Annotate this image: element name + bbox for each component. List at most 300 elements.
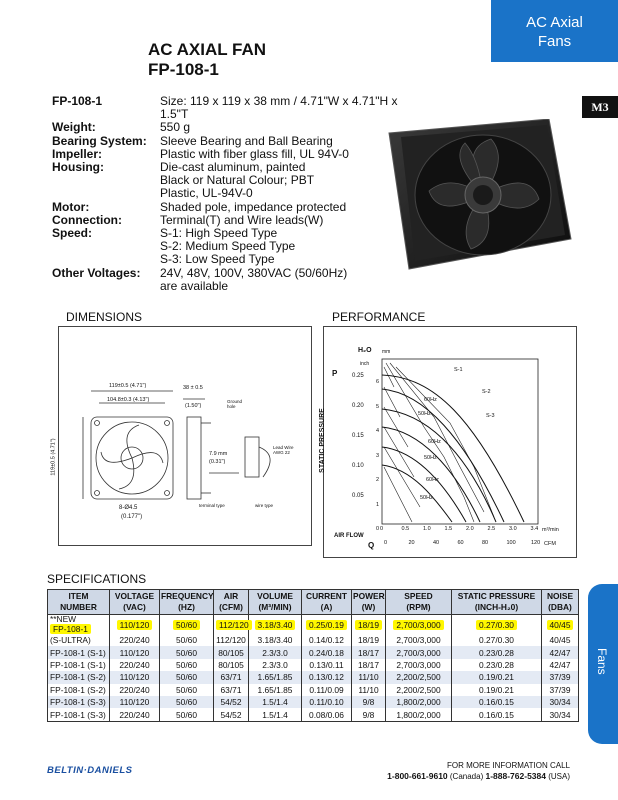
perf-p-label: P: [332, 369, 338, 378]
table-cell: [110, 696, 160, 708]
table-cell: [386, 684, 452, 696]
table-cell: [160, 684, 214, 696]
cell-value: 50/60: [176, 659, 197, 670]
column-header: [110, 590, 160, 615]
item-number-cell: [48, 659, 110, 671]
table-cell: [542, 708, 579, 721]
spec-row: [52, 121, 400, 134]
spec-value: S-3: Low Speed Type: [160, 252, 275, 267]
tick-label: 20: [408, 540, 415, 546]
spec-value: Sleeve Bearing and Ball Bearing: [160, 133, 333, 148]
table-cell: [452, 646, 542, 658]
column-header-line: CURRENT: [306, 591, 347, 601]
spec-label: [52, 240, 160, 253]
cell-value: 220/240: [119, 684, 150, 695]
dim-hole: 8-Ø4.5: [119, 505, 138, 511]
cell-value: 1.5/1.4: [262, 697, 288, 708]
cell-value: 1.65/1.85: [257, 684, 293, 695]
spec-label: Motor:: [52, 199, 90, 214]
table-cell: [110, 634, 160, 646]
spec-value: 550 g: [160, 120, 191, 135]
spec-label: Impeller:: [52, 146, 103, 161]
column-header-line: FREQUENCY: [161, 591, 214, 601]
tick-label: 0.05: [352, 493, 364, 499]
cell-value: 50/60: [176, 709, 197, 720]
cell-value: 40/45: [549, 635, 571, 646]
perf-cfm-label: CFM: [544, 541, 556, 547]
cell-value: 54/52: [220, 697, 242, 708]
spec-list: [52, 95, 400, 293]
tick-label: 2.5: [487, 526, 496, 532]
cell-value: 18/17: [358, 659, 379, 670]
cell-value: 0.11/0.09: [309, 684, 344, 695]
cell-value: 80/105: [218, 659, 244, 670]
cell-value: 0.23/0.28: [479, 647, 514, 658]
table-row: [48, 646, 579, 658]
section-code-badge: M3: [582, 96, 618, 118]
tick-label: 3.4: [530, 526, 539, 532]
cell-value: 1,800/2,000: [396, 709, 441, 720]
spec-value: Size: 119 x 119 x 38 mm / 4.71"W x 4.71"H x 1.5"T: [160, 94, 398, 122]
dimensions-diagram: [50, 326, 312, 546]
tick-label: 2.0: [466, 526, 474, 532]
column-header-line: (HZ): [178, 602, 195, 612]
column-header-line: (RPM): [406, 602, 431, 612]
cell-value: 220/240: [119, 635, 150, 646]
cell-value: 9/8: [362, 697, 375, 708]
cell-value: 40/45: [547, 620, 574, 630]
cell-value: 112/120: [216, 620, 252, 630]
cell-value: 0.27/0.30: [479, 635, 514, 646]
cell-value: 0.13/0.12: [309, 672, 344, 683]
tick-label: 3: [376, 452, 380, 459]
dim-hole-in: (0.177"): [121, 514, 143, 520]
spec-row: [52, 280, 400, 293]
table-cell: [110, 659, 160, 671]
item-number: FP-108-1 (S-3): [50, 709, 106, 720]
cell-value: 0.23/0.28: [479, 659, 514, 670]
table-cell: [352, 696, 386, 708]
table-cell: [542, 696, 579, 708]
cell-value: 0.24/0.18: [309, 647, 344, 658]
table-cell: [386, 646, 452, 658]
cell-value: 2,200/2,500: [396, 672, 441, 683]
cell-value: 0.08/0.06: [309, 709, 344, 720]
cell-value: 0.19/0.21: [479, 684, 514, 695]
table-cell: [214, 708, 249, 721]
cell-value: 18/19: [358, 635, 379, 646]
table-cell: [386, 659, 452, 671]
spec-row: [52, 95, 400, 121]
tick-label: 0.25: [352, 373, 364, 379]
dim-wire-note: wire type: [255, 503, 274, 508]
table-cell: [214, 671, 249, 683]
cell-value: 50/60: [173, 620, 200, 630]
table-cell: [386, 634, 452, 646]
spec-label: Speed:: [52, 226, 93, 241]
cell-value: 0.16/0.15: [479, 697, 514, 708]
column-header-line: (W): [361, 602, 376, 612]
cell-value: 9/8: [362, 709, 375, 720]
curve-label-hz60: 60Hz: [424, 397, 437, 403]
spec-value: Black or Natural Colour; PBT: [160, 173, 315, 188]
cell-value: 18/19: [355, 620, 382, 630]
cell-value: 110/120: [119, 697, 150, 708]
column-header-line: (INCH-H₂0): [474, 602, 519, 612]
curve-label-hz50: 50Hz: [420, 495, 433, 501]
table-cell: [214, 659, 249, 671]
table-row: [48, 659, 579, 671]
tick-label: 0: [376, 526, 380, 532]
item-number-cell: [48, 615, 110, 635]
column-header-line: VOLUME: [257, 591, 293, 601]
column-header: [386, 590, 452, 615]
spec-label: Other Voltages:: [52, 265, 141, 280]
table-cell: [249, 708, 302, 721]
table-cell: [214, 634, 249, 646]
side-tab: [588, 584, 618, 744]
table-cell: [542, 634, 579, 646]
dim-depth-in: (1.50"): [185, 403, 202, 409]
title-line2: FP-108-1: [148, 60, 219, 79]
phone-canada: 1-800-661-9610: [387, 771, 448, 781]
table-cell: [352, 671, 386, 683]
spec-label: Weight:: [52, 120, 96, 135]
curve-label-name: S-3: [486, 413, 495, 419]
new-marker: **NEW: [50, 614, 77, 624]
table-cell: [160, 708, 214, 721]
item-number-cell: [48, 671, 110, 683]
table-body: [48, 615, 579, 722]
item-number: FP-108-1 (S-2): [50, 672, 106, 683]
spec-label: Connection:: [52, 212, 122, 227]
item-number-cell: [48, 708, 110, 721]
spec-value: are available: [160, 278, 229, 293]
cell-value: 63/71: [220, 684, 242, 695]
phone-canada-label: (Canada): [449, 772, 484, 781]
cell-value: 0.16/0.15: [479, 709, 514, 720]
table-cell: [302, 708, 352, 721]
spec-row: [52, 135, 400, 148]
cell-value: 63/71: [220, 672, 242, 683]
cell-value: 220/240: [119, 709, 150, 720]
column-header-line: NUMBER: [60, 602, 97, 612]
cell-value: 50/60: [176, 684, 197, 695]
perf-inch-label: inch: [360, 361, 370, 367]
table-cell: [452, 659, 542, 671]
table-cell: [214, 615, 249, 635]
cell-value: 112/120: [216, 635, 246, 646]
tick-label: 4: [376, 428, 380, 434]
tick-label: 0.15: [352, 433, 364, 439]
table-cell: [110, 671, 160, 683]
column-header-line: STATIC PRESSURE: [457, 591, 536, 601]
cell-value: 2.3/3.0: [262, 647, 288, 658]
dimensions-drawing: [59, 327, 311, 545]
curve-label-hz50: 50Hz: [424, 455, 437, 461]
column-header: [214, 590, 249, 615]
dim-ground: Ground hole: [227, 399, 243, 409]
tick-label: 1: [376, 501, 380, 508]
cell-value: 1,800/2,000: [396, 697, 441, 708]
table-cell: [452, 696, 542, 708]
table-cell: [160, 634, 214, 646]
cell-value: 2,700/3,000: [396, 659, 441, 670]
cell-value: 42/47: [549, 659, 571, 670]
table-cell: [452, 634, 542, 646]
table-cell: [214, 646, 249, 658]
item-number-cell: [48, 684, 110, 696]
curve-label-hz60: 60Hz: [426, 477, 439, 483]
performance-heading: PERFORMANCE: [332, 310, 426, 324]
cell-value: 54/52: [220, 709, 242, 720]
table-cell: [302, 615, 352, 635]
table-cell: [160, 659, 214, 671]
column-header-line: SPEED: [404, 591, 433, 601]
column-header: [542, 590, 579, 615]
spec-value: Shaded pole, impedance protected: [160, 199, 347, 214]
perf-mm-label: mm: [382, 349, 391, 355]
column-header: [160, 590, 214, 615]
tick-label: 0.5: [401, 526, 410, 532]
spec-row: [52, 201, 400, 214]
cell-value: 37/39: [549, 672, 571, 683]
table-cell: [386, 708, 452, 721]
table-cell: [249, 659, 302, 671]
column-header: [452, 590, 542, 615]
table-cell: [386, 671, 452, 683]
item-number-cell: [48, 634, 110, 646]
tick-label: 40: [433, 540, 440, 546]
table-header-row: [48, 590, 579, 615]
item-number-cell: [48, 646, 110, 658]
table-cell: [452, 615, 542, 635]
table-cell: [110, 646, 160, 658]
table-cell: [160, 696, 214, 708]
table-cell: [352, 659, 386, 671]
table-cell: [302, 646, 352, 658]
cell-value: 0.19/0.21: [479, 672, 514, 683]
dim-depth: 38 ± 0.5: [183, 385, 203, 391]
category-tab-line2: Fans: [537, 33, 572, 50]
spec-label: FP-108-1: [52, 94, 103, 108]
cell-value: 3.18/3.40: [255, 620, 296, 630]
tick-label: 2: [376, 477, 380, 483]
column-header-line: (DBA): [548, 602, 572, 612]
column-header-line: VOLTAGE: [114, 591, 155, 601]
dim-width-outer: 119±0.5 (4.71"): [109, 383, 147, 389]
performance-chart: [318, 326, 577, 558]
column-header-line: ITEM: [68, 591, 89, 601]
company-logo: BELTIN·DANIELS: [47, 765, 133, 776]
table-cell: [249, 634, 302, 646]
table-cell: [352, 684, 386, 696]
tick-label: 60: [457, 540, 464, 546]
table-cell: [542, 659, 579, 671]
cell-value: 0.27/0.30: [476, 620, 517, 630]
table-cell: [452, 708, 542, 721]
curve-label-hz50: 50Hz: [418, 411, 431, 417]
table-cell: [352, 646, 386, 658]
table-cell: [542, 615, 579, 635]
table-cell: [302, 659, 352, 671]
column-header-line: POWER: [353, 591, 385, 601]
specifications-heading: SPECIFICATIONS: [47, 572, 147, 586]
table-cell: [452, 684, 542, 696]
dim-terminal-note: terminal type: [199, 503, 225, 508]
tick-label: 0: [384, 540, 388, 546]
tick-label: 100: [506, 540, 516, 546]
table-cell: [542, 684, 579, 696]
dimensions-heading: DIMENSIONS: [66, 310, 143, 324]
dim-lead: Lead Wire AWG 22: [273, 445, 294, 455]
tick-label: 0: [380, 526, 384, 532]
cell-value: 3.18/3.40: [257, 635, 293, 646]
tick-label: 120: [531, 540, 541, 546]
spec-value: Plastic with fiber glass fill, UL 94V-0: [160, 146, 349, 161]
table-row: [48, 634, 579, 646]
table-cell: [249, 646, 302, 658]
cell-value: 11/10: [358, 672, 379, 683]
cell-value: 220/240: [119, 659, 150, 670]
table-cell: [110, 615, 160, 635]
table-row: [48, 671, 579, 683]
tick-label: 3.0: [509, 526, 517, 532]
contact-info: [387, 760, 570, 782]
item-number: FP-108-1 (S-1): [50, 647, 106, 658]
cell-value: 11/10: [358, 684, 379, 695]
table-cell: [302, 671, 352, 683]
spec-row: [52, 267, 400, 280]
cell-value: 110/120: [119, 672, 150, 683]
cell-value: 18/17: [358, 647, 379, 658]
phone-usa-label: (USA): [548, 772, 570, 781]
table-cell: [249, 684, 302, 696]
cell-value: 50/60: [176, 697, 197, 708]
table-cell: [110, 684, 160, 696]
column-header-line: AIR: [223, 591, 239, 601]
item-number: FP-108-1 (S-3): [50, 697, 106, 708]
perf-m3min-label: m³/min: [542, 527, 559, 533]
item-number: (S-ULTRA): [50, 635, 91, 646]
perf-q-label: Q: [368, 541, 375, 550]
cell-value: 1.5/1.4: [262, 709, 288, 720]
table-cell: [386, 615, 452, 635]
tick-label: 5: [376, 403, 380, 410]
tick-label: 1.0: [423, 526, 431, 532]
column-header-line: (VAC): [123, 602, 146, 612]
table-cell: [352, 634, 386, 646]
title-line1: AC AXIAL FAN: [148, 40, 267, 59]
spec-label: [52, 280, 160, 293]
cell-value: 0.13/0.11: [309, 659, 344, 670]
table-cell: [249, 615, 302, 635]
cell-value: 2,700/3,000: [393, 620, 443, 630]
spec-label: Housing:: [52, 160, 104, 175]
dim-width-inner: 104.8±0.3 (4.13"): [107, 397, 150, 403]
column-header: [249, 590, 302, 615]
page-title: [148, 40, 266, 80]
spec-value: S-1: High Speed Type: [160, 226, 278, 241]
column-header: [48, 590, 110, 615]
cell-value: 37/39: [549, 684, 571, 695]
table-cell: [352, 615, 386, 635]
tick-label: 0.20: [352, 403, 364, 409]
table-cell: [214, 684, 249, 696]
tick-label: 80: [482, 540, 489, 546]
perf-ylabel: STATIC PRESSURE: [318, 408, 326, 473]
table-cell: [542, 646, 579, 658]
table-row: [48, 684, 579, 696]
table-cell: [302, 684, 352, 696]
cell-value: 2,700/3,000: [396, 635, 441, 646]
column-header-line: NOISE: [546, 591, 574, 601]
spec-label: Bearing System:: [52, 133, 147, 148]
column-header: [302, 590, 352, 615]
cell-value: 110/120: [117, 620, 153, 630]
item-number: FP-108-1 (S-1): [50, 659, 106, 670]
cell-value: 1.65/1.85: [257, 672, 293, 683]
table-row: [48, 708, 579, 721]
table-cell: [110, 708, 160, 721]
column-header-line: (CFM): [219, 602, 243, 612]
cell-value: 0.25/0.19: [306, 620, 347, 630]
tick-label: 0.10: [352, 463, 364, 469]
category-tab-line1: AC Axial: [526, 14, 583, 31]
table-cell: [302, 634, 352, 646]
tick-label: 6: [376, 379, 380, 385]
table-cell: [249, 696, 302, 708]
table-cell: [302, 696, 352, 708]
column-header-line: (A): [320, 602, 333, 612]
phone-usa: 1-888-762-5384: [485, 771, 546, 781]
cell-value: 2,700/3,000: [396, 647, 441, 658]
spec-label: [52, 174, 160, 187]
cell-value: 50/60: [176, 672, 197, 683]
cell-value: 50/60: [176, 647, 197, 658]
tick-label: 1.5: [444, 526, 453, 532]
cell-value: 2.3/3.0: [262, 659, 288, 670]
column-header: [352, 590, 386, 615]
spec-value: 24V, 48V, 100V, 380VAC (50/60Hz): [160, 265, 348, 280]
spec-value: S-2: Medium Speed Type: [160, 239, 296, 254]
table-cell: [160, 671, 214, 683]
dim-terminal-in: (0.31"): [209, 459, 226, 465]
cell-value: 0.11/0.10: [309, 697, 344, 708]
spec-row: [52, 253, 400, 266]
spec-value: Plastic, UL-94V-0: [160, 186, 253, 201]
dim-height: 119±0.5 (4.71"): [50, 438, 57, 476]
cell-value: 30/34: [549, 709, 571, 720]
cell-value: 2,200/2,500: [396, 684, 441, 695]
table-cell: [160, 646, 214, 658]
table-row: [48, 615, 579, 635]
curve-label-name: S-1: [454, 367, 463, 373]
item-number: FP-108-1: [50, 624, 91, 634]
spec-value: Die-cast aluminum, painted: [160, 160, 306, 175]
table-cell: [214, 696, 249, 708]
category-tab: [491, 0, 618, 62]
curve-label-hz60: 60Hz: [428, 439, 441, 445]
spec-row: [52, 187, 400, 200]
table-cell: [160, 615, 214, 635]
cell-value: 110/120: [119, 647, 150, 658]
cell-value: 0.14/0.12: [309, 635, 344, 646]
table-cell: [452, 671, 542, 683]
column-header-line: (M³/MIN): [258, 602, 292, 612]
item-number: FP-108-1 (S-2): [50, 684, 106, 695]
side-tab-label: Fans: [595, 648, 609, 675]
